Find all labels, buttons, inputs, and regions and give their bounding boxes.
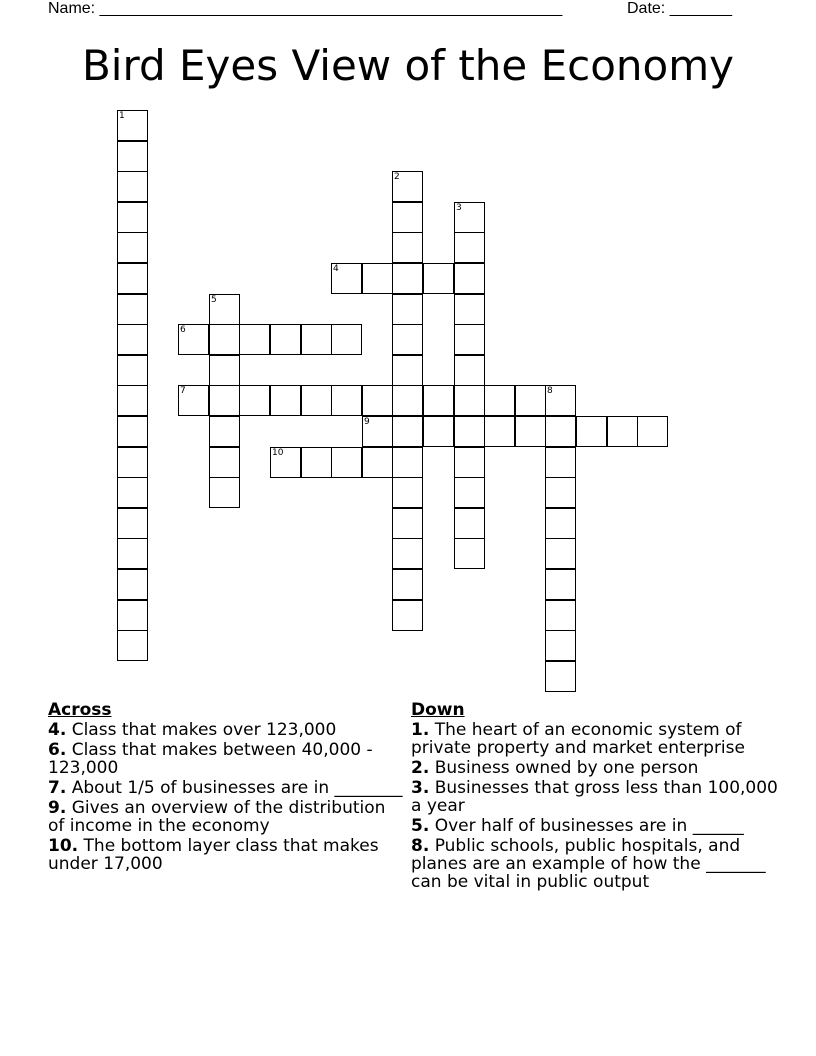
crossword-cell[interactable] — [392, 324, 423, 355]
crossword-cell[interactable] — [117, 508, 148, 539]
crossword-cell[interactable] — [117, 324, 148, 355]
crossword-cell[interactable] — [331, 447, 362, 478]
clue-start-number: 1 — [119, 111, 125, 121]
crossword-cell[interactable] — [362, 385, 393, 416]
crossword-cell[interactable] — [454, 508, 485, 539]
crossword-cell[interactable] — [454, 294, 485, 325]
crossword-cell[interactable] — [209, 355, 240, 386]
crossword-cell[interactable] — [545, 416, 576, 447]
crossword-cell[interactable] — [392, 232, 423, 263]
crossword-cell[interactable] — [117, 477, 148, 508]
crossword-cell[interactable] — [392, 202, 423, 233]
crossword-cell[interactable] — [545, 508, 576, 539]
clue-start-number: 3 — [456, 203, 462, 213]
crossword-cell[interactable] — [301, 324, 332, 355]
crossword-cell[interactable] — [454, 232, 485, 263]
crossword-cell[interactable] — [454, 355, 485, 386]
clue-number: 8. — [411, 836, 430, 856]
crossword-cell[interactable] — [637, 416, 668, 447]
crossword-cell[interactable] — [545, 385, 576, 416]
clue-start-number: 7 — [180, 386, 186, 396]
crossword-cell[interactable] — [545, 477, 576, 508]
crossword-cell[interactable] — [209, 477, 240, 508]
clue-across-10 — [48, 837, 403, 873]
crossword-cell[interactable] — [484, 385, 515, 416]
clue-number: 9. — [48, 798, 67, 818]
crossword-cell[interactable] — [117, 110, 148, 141]
crossword-cell[interactable] — [270, 385, 301, 416]
clue-across-6 — [48, 741, 403, 777]
crossword-cell[interactable] — [545, 447, 576, 478]
crossword-cell[interactable] — [392, 600, 423, 631]
name-field-label: Name: ____________________________________________________ — [48, 0, 563, 17]
clue-number: 6. — [48, 740, 67, 760]
clue-down-2 — [411, 759, 781, 777]
across-clues — [48, 700, 403, 875]
crossword-cell[interactable] — [423, 263, 454, 294]
crossword-cell[interactable] — [117, 569, 148, 600]
crossword-cell[interactable] — [209, 416, 240, 447]
crossword-cell[interactable] — [607, 416, 638, 447]
crossword-cell[interactable] — [423, 385, 454, 416]
clue-text: Businesses that gross less than 100,000 a year — [411, 778, 778, 816]
crossword-cell[interactable] — [209, 447, 240, 478]
crossword-cell[interactable] — [117, 416, 148, 447]
clue-text: Class that makes between 40,000 - 123,000 — [48, 740, 373, 778]
crossword-cell[interactable] — [270, 324, 301, 355]
crossword-cell[interactable] — [545, 661, 576, 692]
clue-number: 1. — [411, 720, 430, 740]
clue-down-1 — [411, 721, 781, 757]
across-heading: Across — [48, 700, 112, 720]
crossword-cell[interactable] — [392, 385, 423, 416]
crossword-cell[interactable] — [545, 600, 576, 631]
crossword-cell[interactable] — [301, 447, 332, 478]
clue-number: 10. — [48, 836, 79, 856]
crossword-cell[interactable] — [209, 385, 240, 416]
clue-start-number: 8 — [547, 386, 553, 396]
crossword-cell[interactable] — [545, 630, 576, 661]
clue-text: Public schools, public hospitals, and planes are an example of how the _______ can be vital in public output — [411, 836, 766, 892]
clue-across-7 — [48, 779, 403, 797]
clue-start-number: 5 — [211, 295, 217, 305]
crossword-cell[interactable] — [270, 447, 301, 478]
clue-across-9 — [48, 799, 403, 835]
clue-start-number: 2 — [394, 172, 400, 182]
crossword-cell[interactable] — [392, 538, 423, 569]
crossword-cell[interactable] — [117, 600, 148, 631]
crossword-cell[interactable] — [484, 416, 515, 447]
crossword-cell[interactable] — [392, 263, 423, 294]
clue-text: Class that makes over 123,000 — [66, 720, 337, 740]
crossword-cell[interactable] — [331, 263, 362, 294]
crossword-cell[interactable] — [209, 294, 240, 325]
crossword-cell[interactable] — [454, 447, 485, 478]
down-clues — [411, 700, 781, 893]
clue-text: The bottom layer class that makes under 17,000 — [48, 836, 379, 874]
crossword-cell[interactable] — [239, 385, 270, 416]
clue-down-3 — [411, 779, 781, 815]
crossword-cell[interactable] — [392, 171, 423, 202]
clue-down-5 — [411, 817, 781, 835]
clue-number: 4. — [48, 720, 67, 740]
crossword-cell[interactable] — [454, 416, 485, 447]
crossword-cell[interactable] — [239, 324, 270, 355]
page-title: Bird Eyes View of the Economy — [81, 41, 735, 90]
crossword-cell[interactable] — [362, 416, 393, 447]
clue-text: About 1/5 of businesses are in ________ — [66, 778, 403, 798]
crossword-cell[interactable] — [392, 477, 423, 508]
crossword-cell[interactable] — [178, 385, 209, 416]
crossword-cell[interactable] — [117, 630, 148, 661]
crossword-cell[interactable] — [362, 263, 393, 294]
crossword-cell[interactable] — [576, 416, 607, 447]
crossword-cell[interactable] — [454, 385, 485, 416]
crossword-cell[interactable] — [454, 324, 485, 355]
clue-start-number: 9 — [364, 417, 370, 427]
clue-text: Business owned by one person — [429, 758, 699, 778]
clue-text: Gives an overview of the distribution of income in the economy — [48, 798, 386, 836]
crossword-cell[interactable] — [392, 294, 423, 325]
clue-number: 7. — [48, 778, 67, 798]
clue-start-number: 10 — [272, 448, 284, 458]
crossword-cell[interactable] — [392, 447, 423, 478]
crossword-cell[interactable] — [117, 202, 148, 233]
crossword-cell[interactable] — [117, 232, 148, 263]
clue-text: The heart of an economic system of private property and market enterprise — [411, 720, 745, 758]
date-field-label: Date: _______ — [627, 0, 732, 17]
crossword-cell[interactable] — [209, 324, 240, 355]
crossword-cell[interactable] — [545, 569, 576, 600]
crossword-cell[interactable] — [392, 508, 423, 539]
clue-text: Over half of businesses are in ______ — [429, 816, 744, 836]
clue-number: 5. — [411, 816, 430, 836]
crossword-cell[interactable] — [454, 202, 485, 233]
crossword-cell[interactable] — [362, 447, 393, 478]
crossword-cell[interactable] — [331, 385, 362, 416]
crossword-cell[interactable] — [117, 263, 148, 294]
crossword-cell[interactable] — [117, 355, 148, 386]
crossword-cell[interactable] — [545, 538, 576, 569]
crossword-cell[interactable] — [178, 324, 209, 355]
crossword-cell[interactable] — [117, 538, 148, 569]
crossword-cell[interactable] — [423, 416, 454, 447]
crossword-cell[interactable] — [454, 263, 485, 294]
clue-down-8 — [411, 837, 781, 891]
crossword-cell[interactable] — [117, 447, 148, 478]
crossword-cell[interactable] — [117, 294, 148, 325]
clue-across-4 — [48, 721, 403, 739]
down-heading: Down — [411, 700, 465, 720]
clue-number: 2. — [411, 758, 430, 778]
clue-start-number: 6 — [180, 325, 186, 335]
crossword-cell[interactable] — [117, 385, 148, 416]
crossword-cell[interactable] — [454, 538, 485, 569]
crossword-cell[interactable] — [392, 416, 423, 447]
clue-number: 3. — [411, 778, 430, 798]
crossword-cell[interactable] — [117, 171, 148, 202]
crossword-cell[interactable] — [301, 385, 332, 416]
crossword-cell[interactable] — [454, 477, 485, 508]
crossword-cell[interactable] — [515, 385, 546, 416]
crossword-cell[interactable] — [392, 569, 423, 600]
crossword-cell[interactable] — [515, 416, 546, 447]
crossword-cell[interactable] — [331, 324, 362, 355]
crossword-cell[interactable] — [392, 355, 423, 386]
clue-start-number: 4 — [333, 264, 339, 274]
crossword-cell[interactable] — [117, 141, 148, 172]
